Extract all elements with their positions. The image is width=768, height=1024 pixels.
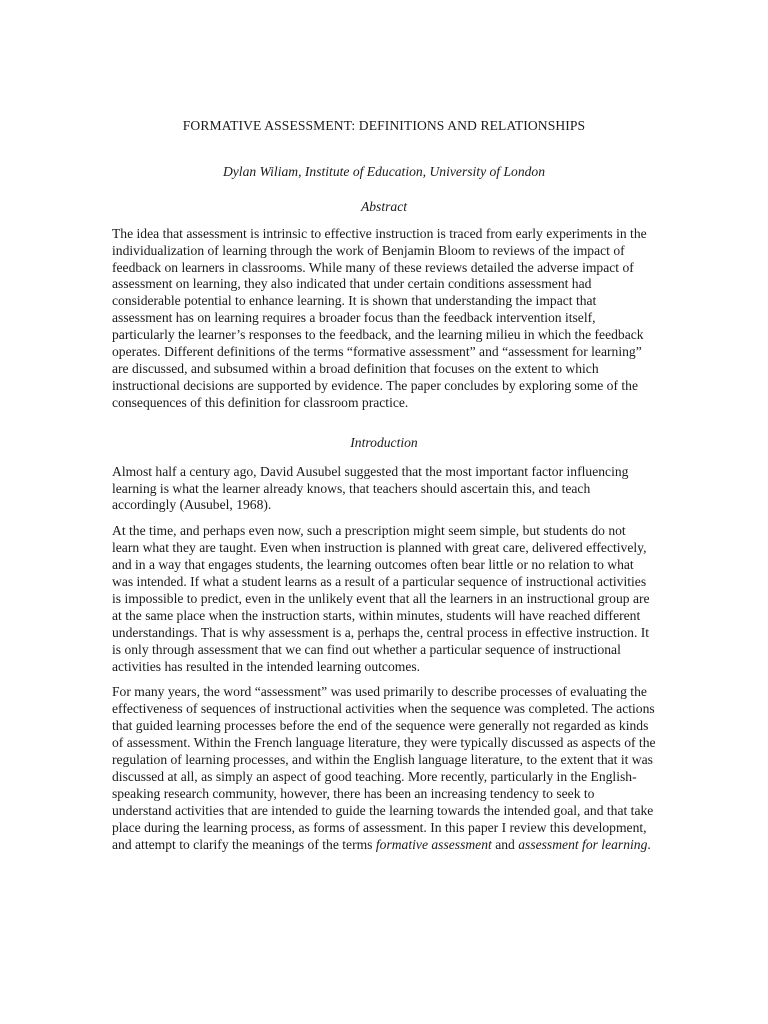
intro-paragraph-3-text: For many years, the word “assessment” was used primarily to describe processes of evaluating the effectiveness of sequences of instructional activities when the sequence was completed. The actions that guided learning processes before the end of the sequence were generally not regarded as kinds of assessment. Within the French language literature, they were typically discussed as aspects of the regulation of learning processes, and within the English language literature, to the extent that it was discussed at all, as simply an aspect of good teaching. More recently, particularly in the English-speaking research community, however, there has been an increasing tendency to seek to understand activities that are intended to guide the learning towards the intended goal, and that take place during the learning process, as forms of assessment. In this paper I review this development, and attempt to clarify the meanings of the terms [112,684,656,852]
intro-paragraph-3-end: . [647,836,651,852]
intro-paragraph-3-and: and [491,836,519,852]
intro-paragraph-1: Almost half a century ago, David Ausubel suggested that the most important factor influencing learning is what the learner already knows, that teachers should ascertain this, and teach accordingly (Ausubel, 1968). [112,463,629,513]
paper-title: FORMATIVE ASSESSMENT: DEFINITIONS AND RELATIONSHIPS [182,118,586,133]
author-line: Dylan Wiliam, Institute of Education, University of London [222,163,546,179]
intro-paragraph-3 [112,684,656,853]
term-formative-assessment: formative assessment [375,836,492,852]
abstract-paragraph: The idea that assessment is intrinsic to effective instruction is traced from early experiments in the individualization of learning through the work of Benjamin Bloom to reviews of the impact of feedback on learners in classrooms. While many of these reviews detailed the adverse impact of assessment on learning, they also indicated that under certain conditions assessment had considerable potential to enhance learning. It is shown that understanding the impact that assessment has on learning requires a broader focus than the feedback intervention itself, particularly the learner’s responses to the feedback, and the learning milieu in which the feedback operates. Different definitions of the terms “formative assessment” and “assessment for learning” are discussed, and subsumed within a broad definition that focuses on the extent to which instructional decisions are supported by evidence. The paper concludes by exploring some of the consequences of this definition for classroom practice. [112,225,647,410]
introduction-heading: Introduction [350,434,418,450]
abstract-heading: Abstract [360,198,408,214]
term-assessment-for-learning: assessment for learning [518,836,648,852]
intro-paragraph-2: At the time, and perhaps even now, such a prescription might seem simple, but students do not learn what they are taught. Even when instruction is planned with great care, delivered effectively, and in a way that engages students, the learning outcomes often bear little or no relation to what was intended. If what a student learns as a result of a particular sequence of instructional activities is impossible to predict, even in the unlikely event that all the learners in an instructional group are at the same place when the instruction starts, within minutes, students will have reached different understandings. That is why assessment is a, perhaps the, central process in effective instruction. It is only through assessment that we can find out whether a particular sequence of instructional activities has resulted in the intended learning outcomes. [112,523,650,674]
